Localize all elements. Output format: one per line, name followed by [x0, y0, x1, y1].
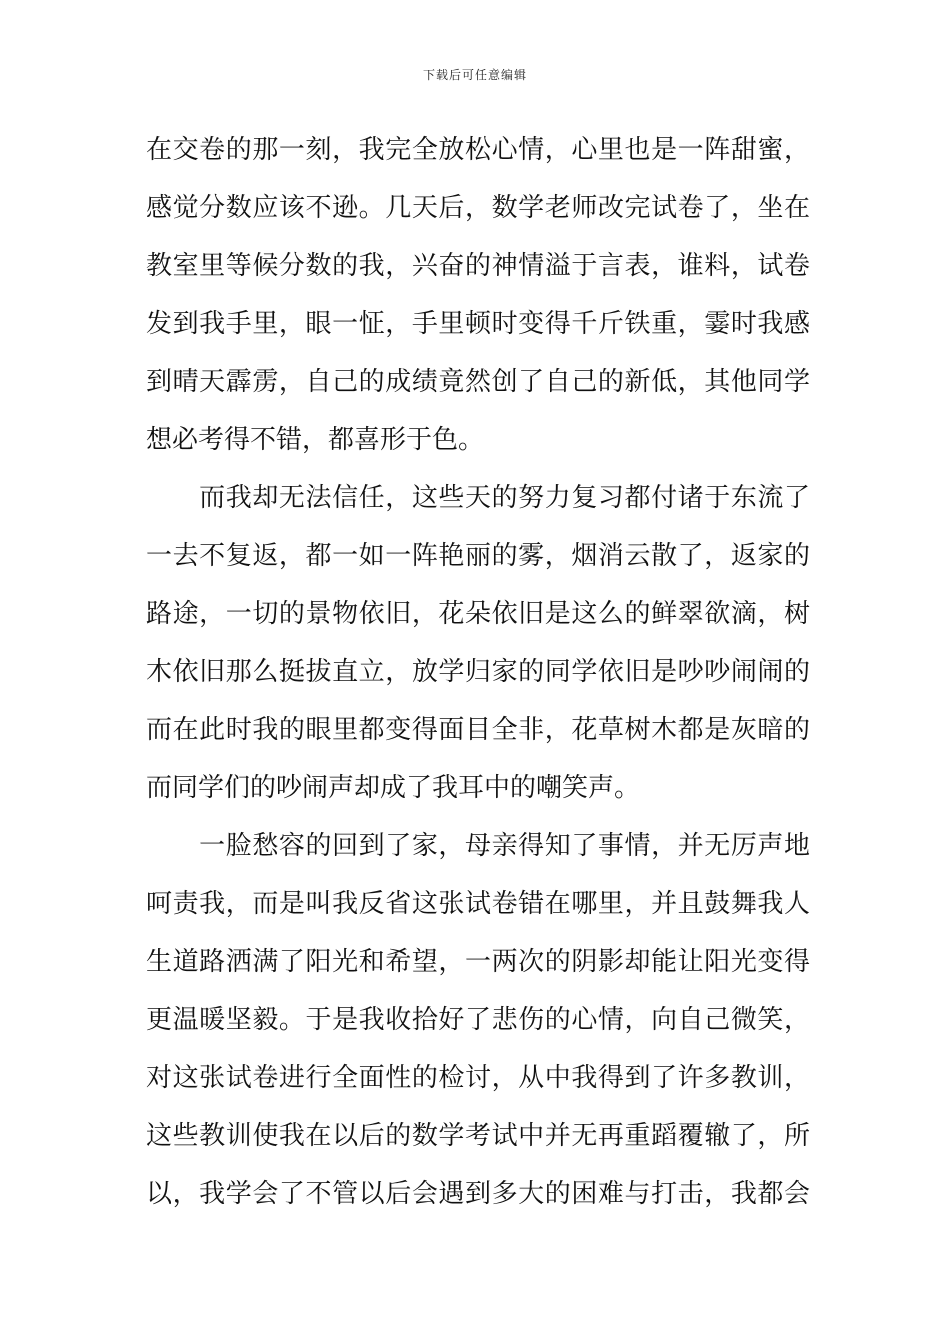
text-line: 而我却无法信任，这些天的努力复习都付诸于东流了: [146, 483, 810, 513]
header-note: 下载后可任意编辑: [422, 68, 527, 82]
text-line: 呵责我，而是叫我反省这张试卷错在哪里，并且鼓舞我人: [146, 889, 810, 919]
text-line: 以，我学会了不管以后会遇到多大的困难与打击，我都会: [146, 1179, 810, 1209]
text-line: 一去不复返，都一如一阵艳丽的雾，烟消云散了，返家的: [146, 541, 810, 571]
text-line: 教室里等候分数的我，兴奋的神情溢于言表，谁料，试卷: [146, 251, 810, 281]
text-line: 生道路洒满了阳光和希望，一两次的阴影却能让阳光变得: [146, 947, 810, 977]
body-text: [146, 121, 810, 1223]
text-line: 这些教训使我在以后的数学考试中并无再重蹈覆辙了，所: [146, 1121, 810, 1151]
text-line: 更温暖坚毅。于是我收拾好了悲伤的心情，向自己微笑，: [146, 1005, 810, 1035]
text-line: 想必考得不错，都喜形于色。: [146, 425, 485, 455]
text-line: 对这张试卷进行全面性的检讨，从中我得到了许多教训，: [146, 1063, 810, 1093]
text-line: 一脸愁容的回到了家，母亲得知了事情，并无厉声地: [146, 831, 810, 861]
text-line: 发到我手里，眼一怔，手里顿时变得千斤铁重，霎时我感: [146, 309, 810, 339]
text-line: 而同学们的吵闹声却成了我耳中的嘲笑声。: [146, 773, 641, 803]
text-line: 路途，一切的景物依旧，花朵依旧是这么的鲜翠欲滴，树: [146, 599, 810, 629]
text-line: 到晴天霹雳，自己的成绩竟然创了自己的新低，其他同学: [146, 367, 810, 397]
text-line: 木依旧那么挺拔直立，放学归家的同学依旧是吵吵闹闹的: [146, 657, 810, 687]
text-line: 感觉分数应该不逊。几天后，数学老师改完试卷了，坐在: [146, 193, 810, 223]
text-line: 在交卷的那一刻，我完全放松心情，心里也是一阵甜蜜，: [146, 135, 810, 165]
text-line: 而在此时我的眼里都变得面目全非，花草树木都是灰暗的: [146, 715, 810, 745]
